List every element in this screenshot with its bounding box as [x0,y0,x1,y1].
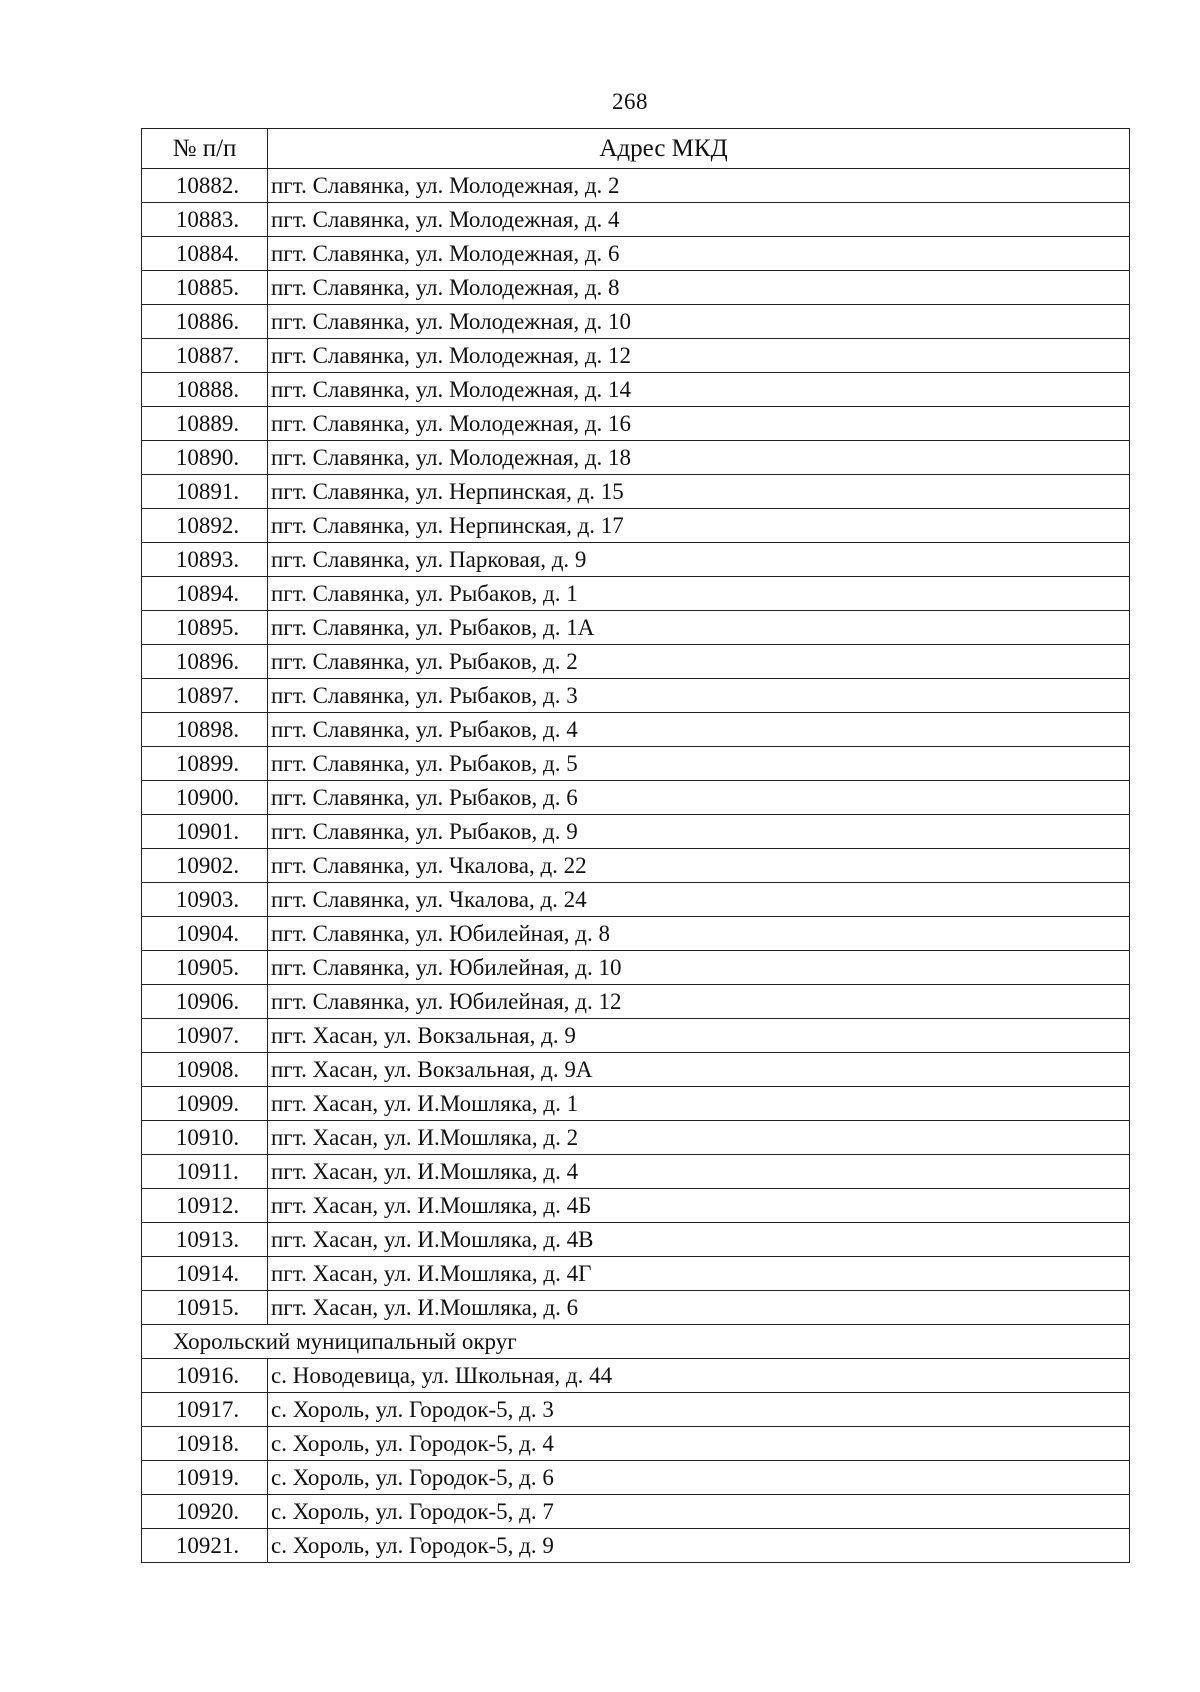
row-number: 10883. [142,203,268,237]
table-row [142,475,1130,509]
row-number: 10892. [142,509,268,543]
table-header-row [142,129,1130,169]
row-address: пгт. Хасан, ул. Вокзальная, д. 9А [268,1053,1130,1087]
row-address: пгт. Славянка, ул. Молодежная, д. 8 [268,271,1130,305]
row-number: 10907. [142,1019,268,1053]
table-row [142,951,1130,985]
row-number: 10904. [142,917,268,951]
row-number: 10910. [142,1121,268,1155]
row-number: 10905. [142,951,268,985]
table-row [142,339,1130,373]
row-number: 10884. [142,237,268,271]
row-address: пгт. Славянка, ул. Юбилейная, д. 10 [268,951,1130,985]
row-number: 10897. [142,679,268,713]
row-number: 10916. [142,1359,268,1393]
row-number: 10919. [142,1461,268,1495]
row-address: пгт. Славянка, ул. Чкалова, д. 22 [268,849,1130,883]
table-row [142,441,1130,475]
table-row [142,1427,1130,1461]
table-row [142,747,1130,781]
table-row [142,237,1130,271]
row-address: пгт. Славянка, ул. Молодежная, д. 6 [268,237,1130,271]
section-title: Хорольский муниципальный округ [142,1325,1130,1359]
table-row [142,1359,1130,1393]
row-number: 10898. [142,713,268,747]
row-address: пгт. Славянка, ул. Рыбаков, д. 1А [268,611,1130,645]
table-row [142,611,1130,645]
row-address: пгт. Славянка, ул. Молодежная, д. 14 [268,373,1130,407]
row-number: 10915. [142,1291,268,1325]
table-row [142,985,1130,1019]
table-row [142,1121,1130,1155]
row-number: 10889. [142,407,268,441]
row-number: 10914. [142,1257,268,1291]
row-number: 10891. [142,475,268,509]
row-number: 10921. [142,1529,268,1563]
table-row [142,169,1130,203]
row-number: 10918. [142,1427,268,1461]
row-number: 10911. [142,1155,268,1189]
table-row [142,679,1130,713]
table-row [142,1053,1130,1087]
row-address: пгт. Славянка, ул. Молодежная, д. 2 [268,169,1130,203]
table-row [142,713,1130,747]
table-row [142,1291,1130,1325]
page-number: 268 [612,89,648,114]
row-address: пгт. Славянка, ул. Чкалова, д. 24 [268,883,1130,917]
table-row [142,1155,1130,1189]
row-address: пгт. Славянка, ул. Молодежная, д. 4 [268,203,1130,237]
row-address: с. Хороль, ул. Городок-5, д. 4 [268,1427,1130,1461]
row-address: пгт. Хасан, ул. И.Мошляка, д. 1 [268,1087,1130,1121]
mkd-address-table [141,128,1130,1563]
table-row [142,577,1130,611]
row-address: пгт. Славянка, ул. Молодежная, д. 10 [268,305,1130,339]
table-row [142,1257,1130,1291]
row-address: пгт. Славянка, ул. Нерпинская, д. 15 [268,475,1130,509]
row-address: пгт. Славянка, ул. Рыбаков, д. 9 [268,815,1130,849]
row-number: 10886. [142,305,268,339]
row-address: пгт. Славянка, ул. Рыбаков, д. 1 [268,577,1130,611]
row-address: пгт. Славянка, ул. Нерпинская, д. 17 [268,509,1130,543]
row-number: 10888. [142,373,268,407]
column-header-number: № п/п [142,129,268,169]
row-address: пгт. Славянка, ул. Юбилейная, д. 8 [268,917,1130,951]
row-address: с. Хороль, ул. Городок-5, д. 7 [268,1495,1130,1529]
row-number: 10901. [142,815,268,849]
table-row [142,1189,1130,1223]
row-address: пгт. Славянка, ул. Рыбаков, д. 2 [268,645,1130,679]
row-number: 10894. [142,577,268,611]
row-number: 10908. [142,1053,268,1087]
row-address: с. Хороль, ул. Городок-5, д. 3 [268,1393,1130,1427]
row-address: с. Хороль, ул. Городок-5, д. 6 [268,1461,1130,1495]
table-row [142,1461,1130,1495]
row-address: пгт. Хасан, ул. И.Мошляка, д. 4Г [268,1257,1130,1291]
table-row [142,849,1130,883]
row-number: 10890. [142,441,268,475]
row-number: 10899. [142,747,268,781]
column-header-address: Адрес МКД [268,129,1130,169]
row-number: 10912. [142,1189,268,1223]
row-address: с. Новодевица, ул. Школьная, д. 44 [268,1359,1130,1393]
table-row [142,1223,1130,1257]
row-address: пгт. Славянка, ул. Рыбаков, д. 3 [268,679,1130,713]
table-row [142,305,1130,339]
row-address: пгт. Хасан, ул. Вокзальная, д. 9 [268,1019,1130,1053]
row-number: 10902. [142,849,268,883]
row-address: пгт. Славянка, ул. Молодежная, д. 12 [268,339,1130,373]
row-address: пгт. Славянка, ул. Молодежная, д. 18 [268,441,1130,475]
row-address: пгт. Славянка, ул. Молодежная, д. 16 [268,407,1130,441]
row-number: 10917. [142,1393,268,1427]
row-number: 10887. [142,339,268,373]
row-address: пгт. Хасан, ул. И.Мошляка, д. 4В [268,1223,1130,1257]
table-row [142,883,1130,917]
row-number: 10913. [142,1223,268,1257]
row-address: пгт. Славянка, ул. Парковая, д. 9 [268,543,1130,577]
table-row [142,203,1130,237]
table-row [142,1019,1130,1053]
section-row [142,1325,1130,1359]
row-address: пгт. Хасан, ул. И.Мошляка, д. 6 [268,1291,1130,1325]
table-row [142,271,1130,305]
row-number: 10895. [142,611,268,645]
row-number: 10903. [142,883,268,917]
table-row [142,1087,1130,1121]
table-row [142,645,1130,679]
table-row [142,1393,1130,1427]
table-row [142,509,1130,543]
row-number: 10906. [142,985,268,1019]
table-row [142,1529,1130,1563]
table-row [142,407,1130,441]
row-address: пгт. Славянка, ул. Рыбаков, д. 4 [268,713,1130,747]
table-row [142,1495,1130,1529]
table-row [142,815,1130,849]
table-row [142,781,1130,815]
row-number: 10900. [142,781,268,815]
row-address: с. Хороль, ул. Городок-5, д. 9 [268,1529,1130,1563]
row-address: пгт. Хасан, ул. И.Мошляка, д. 4 [268,1155,1130,1189]
row-number: 10909. [142,1087,268,1121]
row-address: пгт. Хасан, ул. И.Мошляка, д. 2 [268,1121,1130,1155]
row-address: пгт. Хасан, ул. И.Мошляка, д. 4Б [268,1189,1130,1223]
row-number: 10896. [142,645,268,679]
row-number: 10920. [142,1495,268,1529]
row-address: пгт. Славянка, ул. Рыбаков, д. 5 [268,747,1130,781]
table-body [142,169,1130,1563]
row-address: пгт. Славянка, ул. Рыбаков, д. 6 [268,781,1130,815]
table-row [142,373,1130,407]
row-number: 10893. [142,543,268,577]
table-row [142,917,1130,951]
row-number: 10885. [142,271,268,305]
row-number: 10882. [142,169,268,203]
row-address: пгт. Славянка, ул. Юбилейная, д. 12 [268,985,1130,1019]
table-row [142,543,1130,577]
